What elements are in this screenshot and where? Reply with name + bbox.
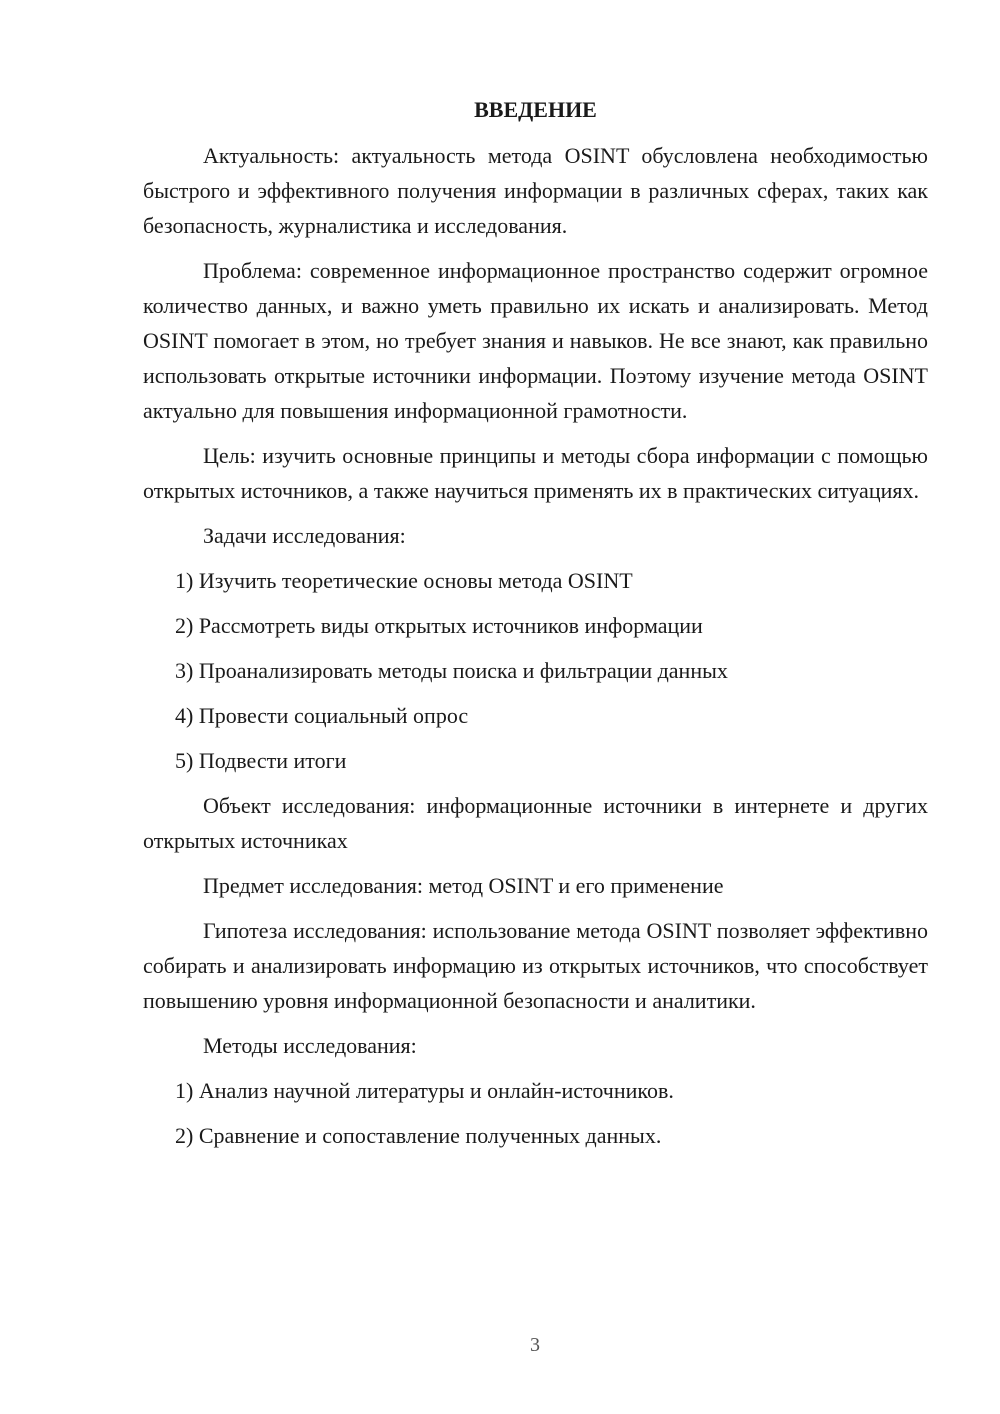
problem-paragraph: Проблема: современное информационное пространство содержит огромное количество данных, и важно уметь правильно их искать и анализировать. Метод OSINT помогает в этом, но требует знания и навыков. Не все знают, как правильно использовать открытые источники информации. Поэтому изучение метода OSINT актуально для повышения информационной грамотности. [143,258,928,423]
relevance-paragraph: Актуальность: актуальность метода OSINT обусловлена необходимостью быстрого и эффективного получения информации в различных сферах, таких как безопасность, журналистика и исследования. [143,143,928,238]
methods-heading: Методы исследования: [203,1033,417,1058]
tasks-list [143,563,928,778]
page-content [143,96,928,1163]
task-item: 2) Рассмотреть виды открытых источников информации [175,613,703,638]
goal-paragraph: Цель: изучить основные принципы и методы сбора информации с помощью открытых источников, а также научиться применять их в практических ситуациях. [143,443,928,503]
method-item: 1) Анализ научной литературы и онлайн-источников. [175,1078,674,1103]
task-item: 5) Подвести итоги [175,748,347,773]
section-title: ВВЕДЕНИЕ [474,97,597,122]
methods-list [143,1073,928,1153]
tasks-heading: Задачи исследования: [203,523,406,548]
task-item: 4) Провести социальный опрос [175,703,469,728]
subject-paragraph: Предмет исследования: метод OSINT и его применение [203,873,724,898]
hypothesis-paragraph: Гипотеза исследования: использование метода OSINT позволяет эффективно собирать и анализировать информацию из открытых источников, что способствует повышению уровня информационной безопасности и аналитики. [143,918,928,1013]
task-item: 3) Проанализировать методы поиска и фильтрации данных [175,658,728,683]
method-item: 2) Сравнение и сопоставление полученных данных. [175,1123,662,1148]
page-number: 3 [530,1334,540,1356]
task-item: 1) Изучить теоретические основы метода OSINT [175,568,633,593]
object-paragraph: Объект исследования: информационные источники в интернете и других открытых источниках [143,793,928,853]
